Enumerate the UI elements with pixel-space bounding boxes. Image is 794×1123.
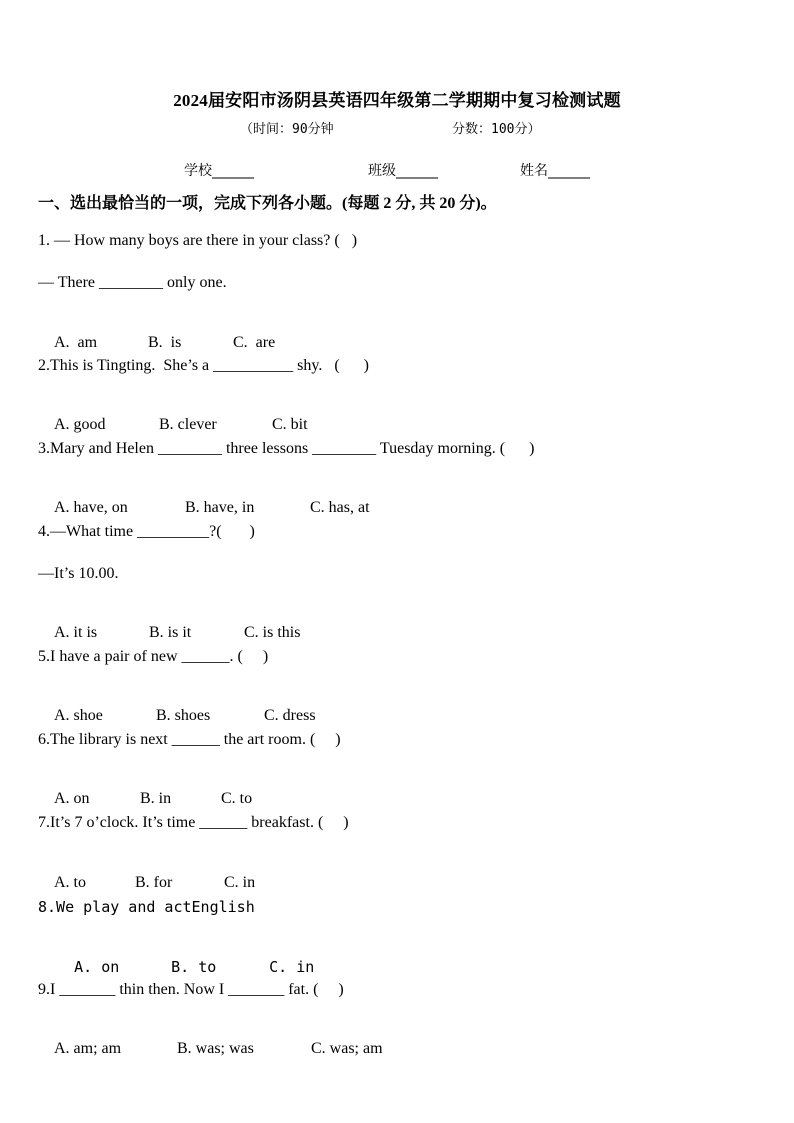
question-2: 2.This is Tingting. She’s a __________ shy. ( ) bbox=[38, 357, 369, 374]
option-b: B. shoes bbox=[156, 707, 211, 724]
question-7: 7.It’s 7 o’clock. It’s time ______ breakfast. ( ) bbox=[38, 814, 349, 831]
name-field: 姓名______ bbox=[520, 163, 590, 179]
option-c: C. bit bbox=[272, 416, 308, 433]
question-3: 3.Mary and Helen ________ three lessons ________ Tuesday morning. ( ) bbox=[38, 440, 535, 457]
option-b: B. for bbox=[135, 874, 173, 891]
option-a: A. good bbox=[54, 416, 106, 433]
option-a: A. shoe bbox=[54, 707, 103, 724]
question-4: 4.—What time _________?( ) bbox=[38, 523, 255, 540]
option-b: B. to bbox=[171, 958, 217, 976]
option-c: C. in bbox=[224, 874, 256, 891]
option-a: A. on bbox=[54, 790, 90, 807]
option-c: C. dress bbox=[264, 707, 316, 724]
question-9-options bbox=[38, 1022, 383, 1076]
page-title: 2024届安阳市汤阴县英语四年级第二学期期中复习检测试题 bbox=[173, 91, 621, 110]
option-b: B. is it bbox=[149, 624, 192, 641]
option-a: A. am; am bbox=[54, 1040, 122, 1057]
school-field: 学校______ bbox=[184, 163, 254, 179]
option-b: B. in bbox=[140, 790, 172, 807]
section-heading: 一、选出最恰当的一项，完成下列各小题。(每题 2 分, 共 20 分)。 bbox=[38, 195, 497, 212]
option-a: A. on bbox=[74, 958, 120, 976]
question-1-response: — There ________ only one. bbox=[38, 274, 227, 291]
question-6: 6.The library is next ______ the art room. ( ) bbox=[38, 731, 341, 748]
option-a: A. it is bbox=[54, 624, 98, 641]
option-b: B. is bbox=[148, 334, 182, 351]
option-b: B. clever bbox=[159, 416, 217, 433]
option-c: C. to bbox=[221, 790, 253, 807]
question-1: 1. — How many boys are there in your class? ( ) bbox=[38, 232, 358, 249]
option-c: C. is this bbox=[244, 624, 301, 641]
option-a: A. am bbox=[54, 334, 98, 351]
exam-score: 分数：100分） bbox=[452, 122, 541, 137]
question-8: 8.We play and actEnglish bbox=[38, 898, 255, 916]
question-4-response: —It’s 10.00. bbox=[38, 565, 119, 582]
option-a: A. to bbox=[54, 874, 86, 891]
class-field: 班级______ bbox=[368, 163, 438, 179]
exam-time: （时间：90分钟 bbox=[240, 122, 334, 137]
option-c: C. are bbox=[233, 334, 276, 351]
option-c: C. has, at bbox=[310, 499, 370, 516]
option-c: C. in bbox=[269, 958, 315, 976]
option-b: B. have, in bbox=[185, 499, 255, 516]
question-9: 9.I _______ thin then. Now I _______ fat. ( ) bbox=[38, 981, 344, 998]
option-a: A. have, on bbox=[54, 499, 128, 516]
option-c: C. was; am bbox=[311, 1040, 383, 1057]
option-b: B. was; was bbox=[177, 1040, 254, 1057]
question-5: 5.I have a pair of new ______. ( ) bbox=[38, 648, 269, 665]
